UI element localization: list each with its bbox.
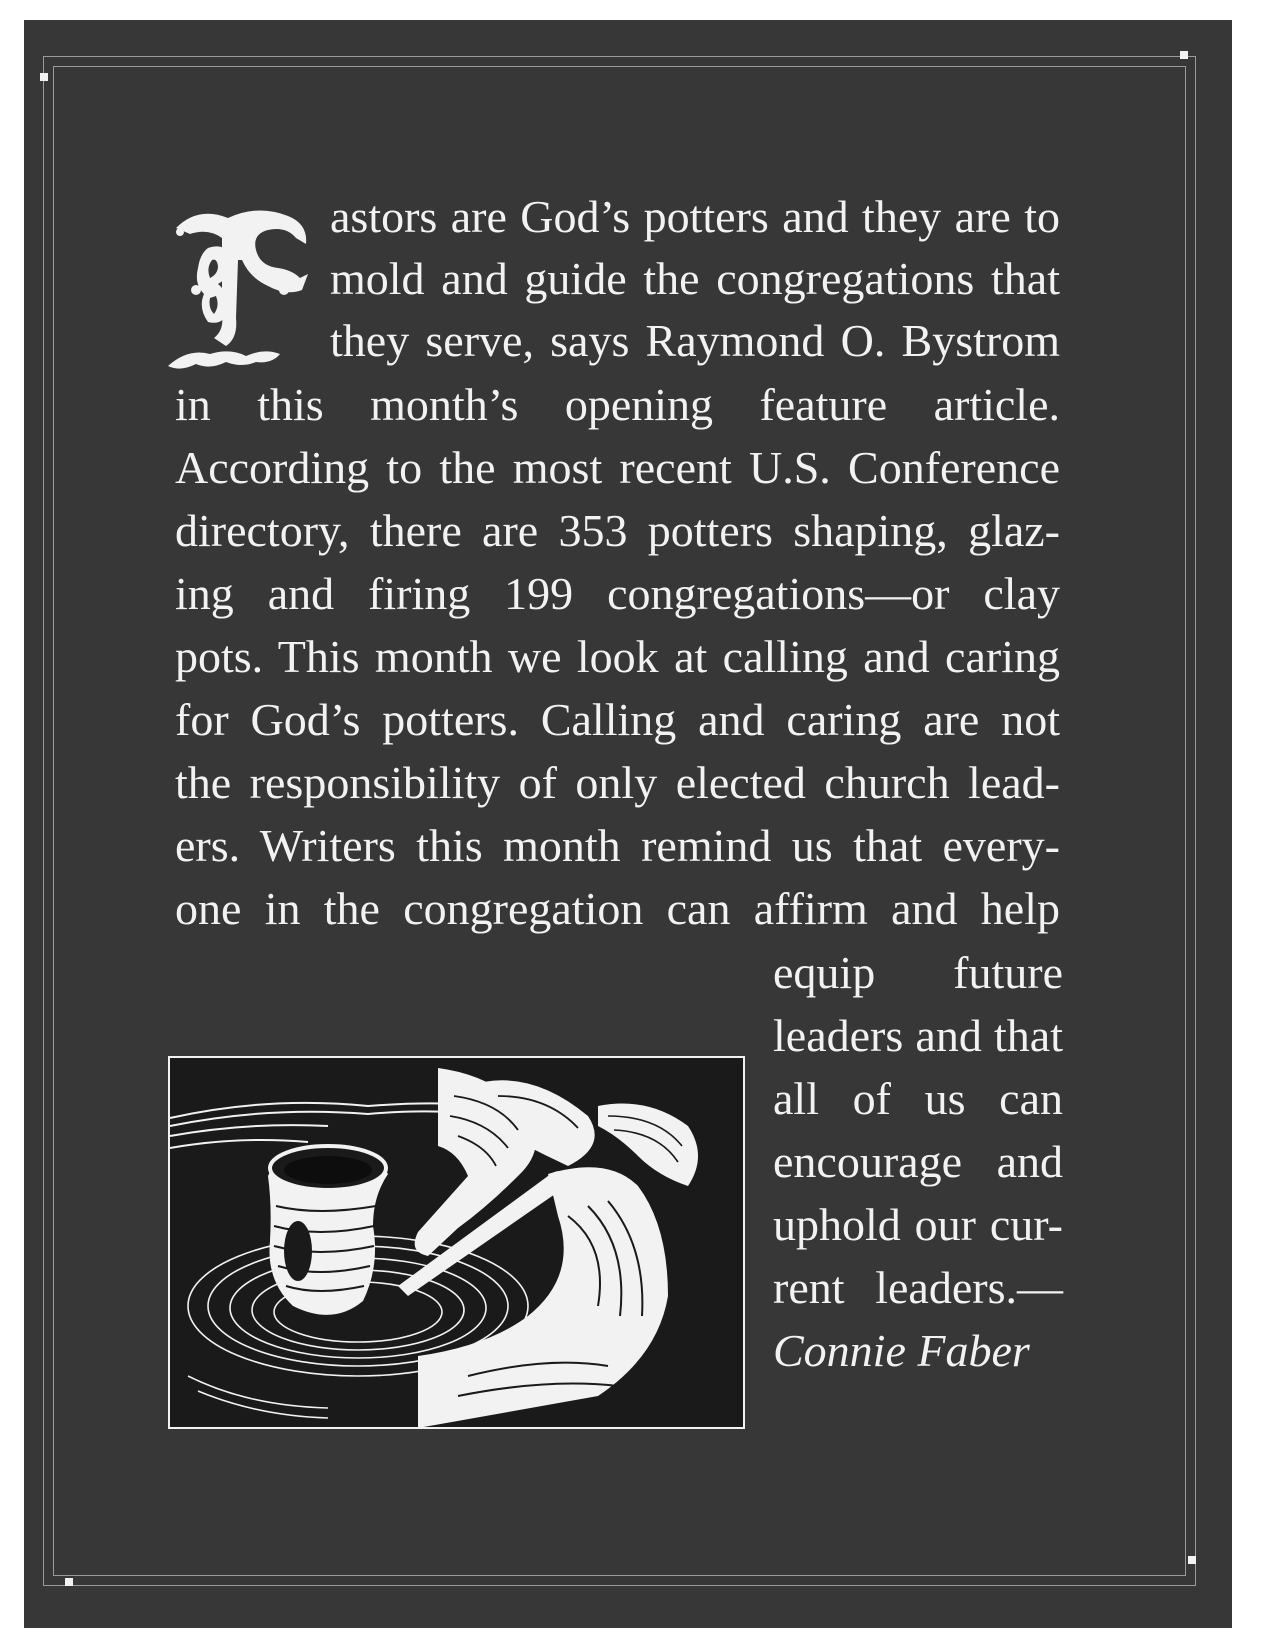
corner-square-top-right [1180, 51, 1188, 59]
article-line: ers. Writers this month remind us that every- [175, 820, 1060, 871]
article-line: one in the congregation can affirm and help [175, 883, 1060, 934]
article-line: directory, there are 353 potters shaping, glaz- [175, 505, 1060, 556]
article-line: astors are God’s potters and they are to [330, 191, 1060, 242]
article-line: all of us can [773, 1073, 1063, 1124]
drop-cap [168, 198, 318, 376]
article-line: ing and firing 199 congregations—or clay [175, 568, 1060, 619]
corner-square-bottom-right [1188, 1556, 1196, 1564]
article-line: encourage and [773, 1136, 1063, 1187]
article-line: pots. This month we look at calling and caring [175, 631, 1060, 682]
article-line: leaders and that [773, 1010, 1063, 1061]
article-line: mold and guide the congregations that [330, 253, 1060, 304]
article-line: they serve, says Raymond O. Bystrom [330, 315, 1060, 366]
article-line: uphold our cur- [773, 1199, 1063, 1250]
article-line: for God’s potters. Calling and caring are not [175, 694, 1060, 745]
article-line: in this month’s opening feature article. [175, 379, 1060, 430]
drop-cap-letter [168, 198, 318, 376]
corner-square-top-left [40, 73, 48, 81]
article-line: rent leaders.— [773, 1262, 1063, 1313]
article-line: the responsibility of only elected church lead- [175, 757, 1060, 808]
potter-wheel-illustration [168, 1056, 745, 1429]
article-line: According to the most recent U.S. Conference [175, 442, 1060, 493]
article-line: equip future [773, 947, 1063, 998]
corner-square-bottom-left [65, 1578, 73, 1586]
signature: Connie Faber [773, 1325, 1030, 1376]
